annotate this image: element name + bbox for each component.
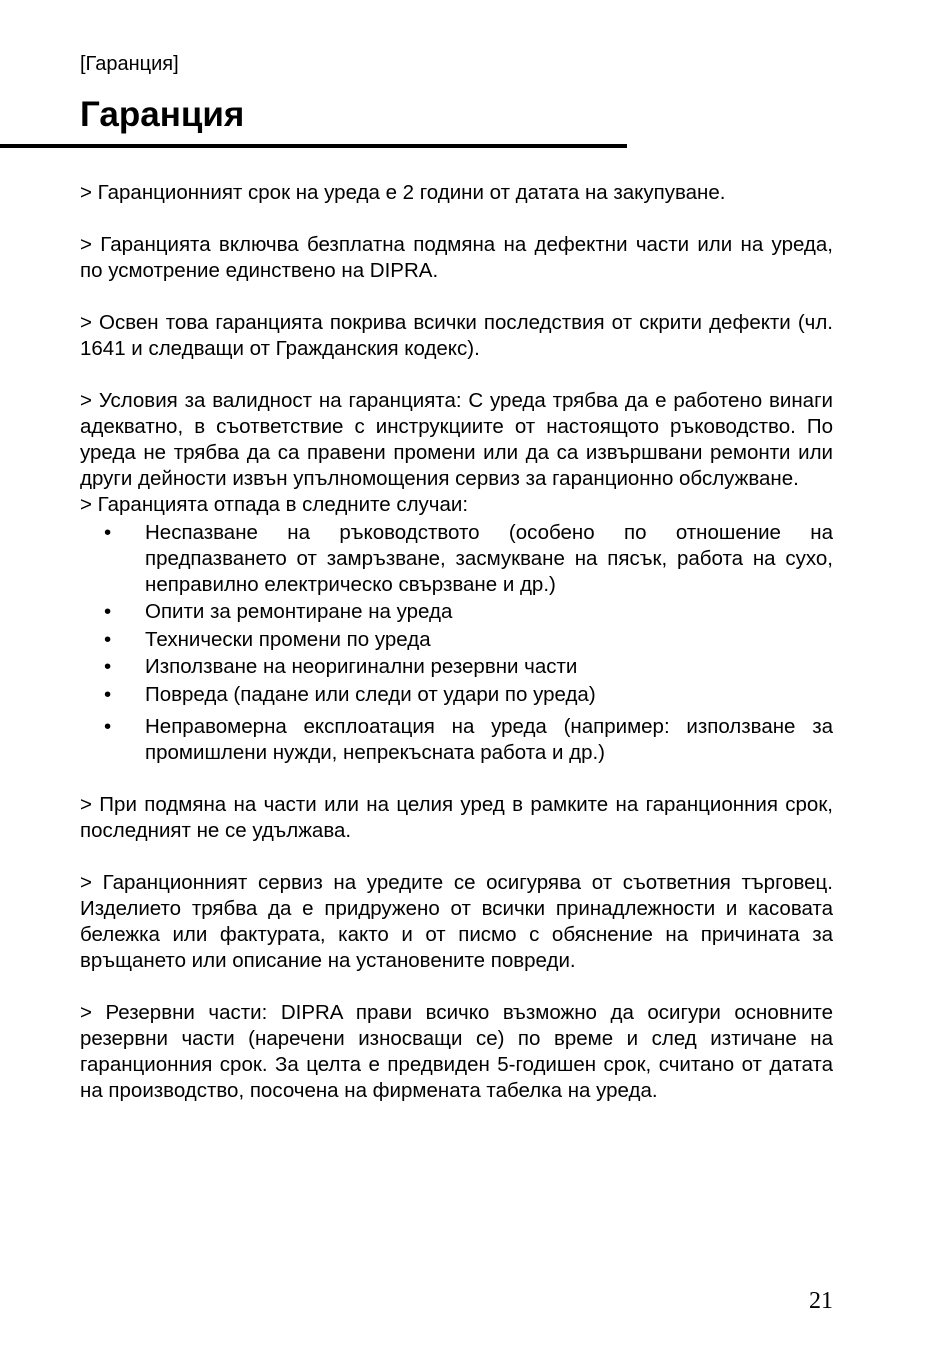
paragraph-warranty-period: > Гаранционният срок на уреда е 2 години от датата на закупуване. <box>80 181 726 204</box>
exclusions-list <box>80 520 833 766</box>
paragraph-validity-conditions: > Условия за валидност на гаранцията: С уреда трябва да е работено винаги адекватно, в съответствие с инструкциите от настоящото ръководство. По уреда не трябва да са правени промени или да са извършвани ремонти или други дейности извън упълномощения сервиз за гаранционно обслужване. <box>80 389 833 490</box>
bullet-icon: • <box>104 682 112 706</box>
paragraph-parts-replacement: > При подмяна на части или на целия уред в рамките на гаранционния срок, последният не се удължава. <box>80 792 833 842</box>
list-item: • Използване на неоригинални резервни части <box>104 655 578 678</box>
bullet-icon: • <box>104 520 112 544</box>
bullet-icon: • <box>104 714 112 738</box>
list-item: • Неспазване на ръководството (особено по отношение на предпазването от замръзване, засмукване на пясък, работа на сухо, неправилно електрическо свързване и др.) <box>104 520 833 596</box>
bullet-icon: • <box>104 627 112 651</box>
running-head: [Гаранция] <box>80 53 179 75</box>
title-underline <box>0 144 627 148</box>
bullet-icon: • <box>104 600 112 623</box>
paragraph-hidden-defects: > Освен това гаранцията покрива всички последствия от скрити дефекти (чл. 1641 и следващи от Гражданския кодекс). <box>80 311 833 360</box>
bullet-icon: • <box>104 655 112 678</box>
warranty-text <box>80 180 833 1104</box>
paragraph-spare-parts: > Резервни части: DIPRA прави всичко възможно да осигури основните резервни части (наречени износващи се) по време и след изтичане на гаранционния срок. За целта е предвиден 5-годишен срок, считано от датата на производство, посочена на фирмената табелка на уреда. <box>80 1000 833 1102</box>
paragraph-exclusions-intro: > Гаранцията отпада в следните случаи: <box>80 493 469 516</box>
list-item: • Неправомерна експлоатация на уреда (например: използване за промишлени нужди, непрекъсната работа и др.) <box>104 714 833 764</box>
page-number: 21 <box>809 1288 833 1314</box>
list-item: • Опити за ремонтиране на уреда <box>104 600 453 623</box>
list-item: • Повреда (падане или следи от удари по уреда) <box>104 682 596 706</box>
paragraph-warranty-scope: > Гаранцията включва безплатна подмяна на дефектни части или на уреда, по усмотрение единствено на DIPRA. <box>80 233 833 282</box>
list-item: • Технически промени по уреда <box>104 627 431 651</box>
paragraph-warranty-service: > Гаранционният сервиз на уредите се осигурява от съответния търговец. Изделието трябва да е придружено от всички принадлежности и касовата бележка или фактурата, както и от писмо с обяснение на причината за връщането или описание на установените повреди. <box>80 870 833 972</box>
page-title: Гаранция <box>80 95 245 134</box>
